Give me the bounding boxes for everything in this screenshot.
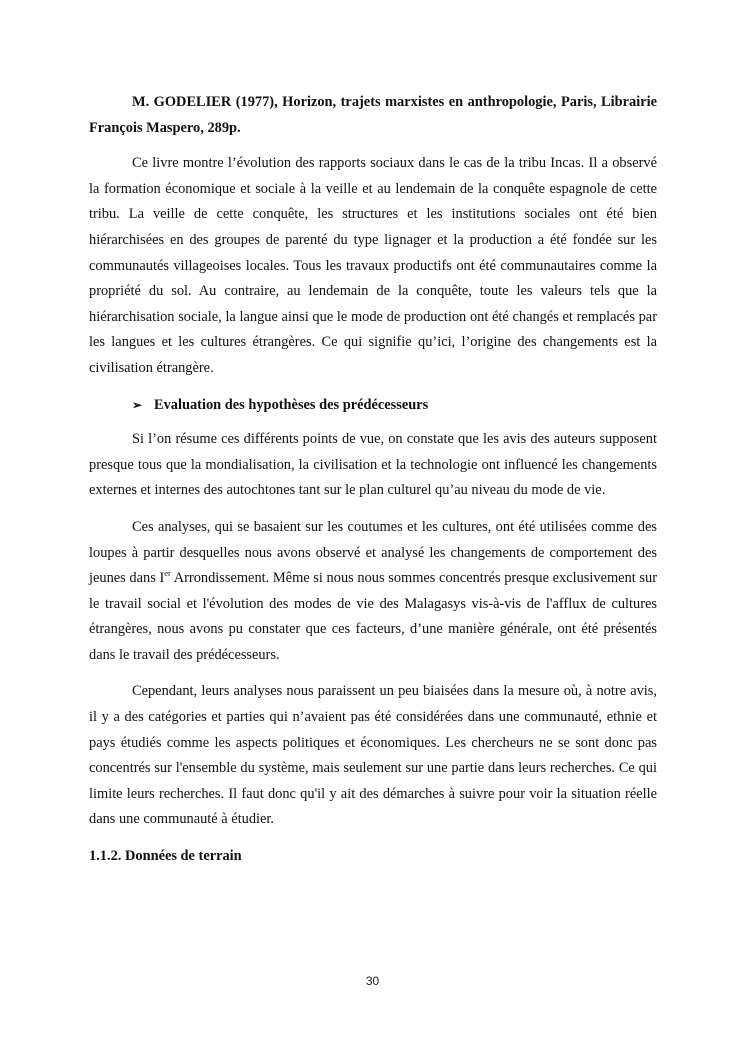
hypotheses-evaluation-heading xyxy=(89,393,657,419)
reference-summary-paragraph: Ce livre montre l’évolution des rapports sociaux dans le cas de la tribu Incas. Il a observé la formation économique et sociale à la veille et au lendemain de la conquête espagnole de cette tribu. La veille de cette conquête, les structures et les institutions sociales ont été bien hiérarchisées en des groupes de parenté du type lignager et la production a été fondée sur les communautés villageoises locales. Tous les travaux productifs ont été communautaires comme la propriété du sol. Au contraire, au lendemain de la conquête, toute les valeurs tels que la hiérarchisation sociale, la langue ainsi que le mode de production ont été changés et remplacés par les langues et les cultures étrangères. Ce qui signifie qu’ici, l’origine des changements est la civilisation étrangère. xyxy=(89,155,657,376)
ordinal-superscript: er xyxy=(164,568,171,579)
analysis-paragraph xyxy=(89,515,657,669)
critique-paragraph: Cependant, leurs analyses nous paraissent un peu biaisées dans la mesure où, à notre avis, il y a des catégories et parties qui n’avaient pas été considérées dans une communauté, ethnie et pays étudiés comme les aspects politiques et économiques. Les chercheurs ne se sont donc pas concentrés sur l'ensemble du système, mais seulement sur une partie dans leurs recherches. Ce qui limite leurs recherches. Il faut donc qu'il y ait des démarches à suivre pour voir la situation réelle dans une communauté à étudier. xyxy=(89,683,657,828)
analysis-text-start: Ces analyses, qui se basaient sur les coutumes et les cultures, ont été utilisées comme des loupes à partir desquelles nous avons observé et analysé les changements de comportement des jeunes dans I xyxy=(89,518,657,587)
analysis-text-end: Arrondissement. Même si nous nous sommes concentrés presque exclusivement sur le travail social et l'évolution des modes de vie des Malagasys vis-à-vis de l'afflux de cultures étrangères, nous avons pu constater que ces facteurs, d’une manière générale, ont été présentés dans le travail des prédécesseurs. xyxy=(89,570,657,663)
section-heading: 1.1.2. Données de terrain xyxy=(89,848,242,865)
bibliographic-reference: M. GODELIER (1977), Horizon, trajets marxistes en anthropologie, Paris, Librairie François Maspero, 289p. xyxy=(89,94,657,136)
arrow-bullet-icon: ➢ xyxy=(132,397,143,412)
page-number: 30 xyxy=(365,974,380,988)
summary-paragraph: Si l’on résume ces différents points de vue, on constate que les avis des auteurs supposent presque tous que la mondialisation, la civilisation et la technologie ont influencé les changements externes et internes des autochtones tant sur le plan culturel qu’au niveau du mode de vie. xyxy=(89,431,657,499)
bullet-heading-label: Evaluation des hypothèses des prédécesseurs xyxy=(154,396,429,413)
page-content xyxy=(89,90,657,870)
